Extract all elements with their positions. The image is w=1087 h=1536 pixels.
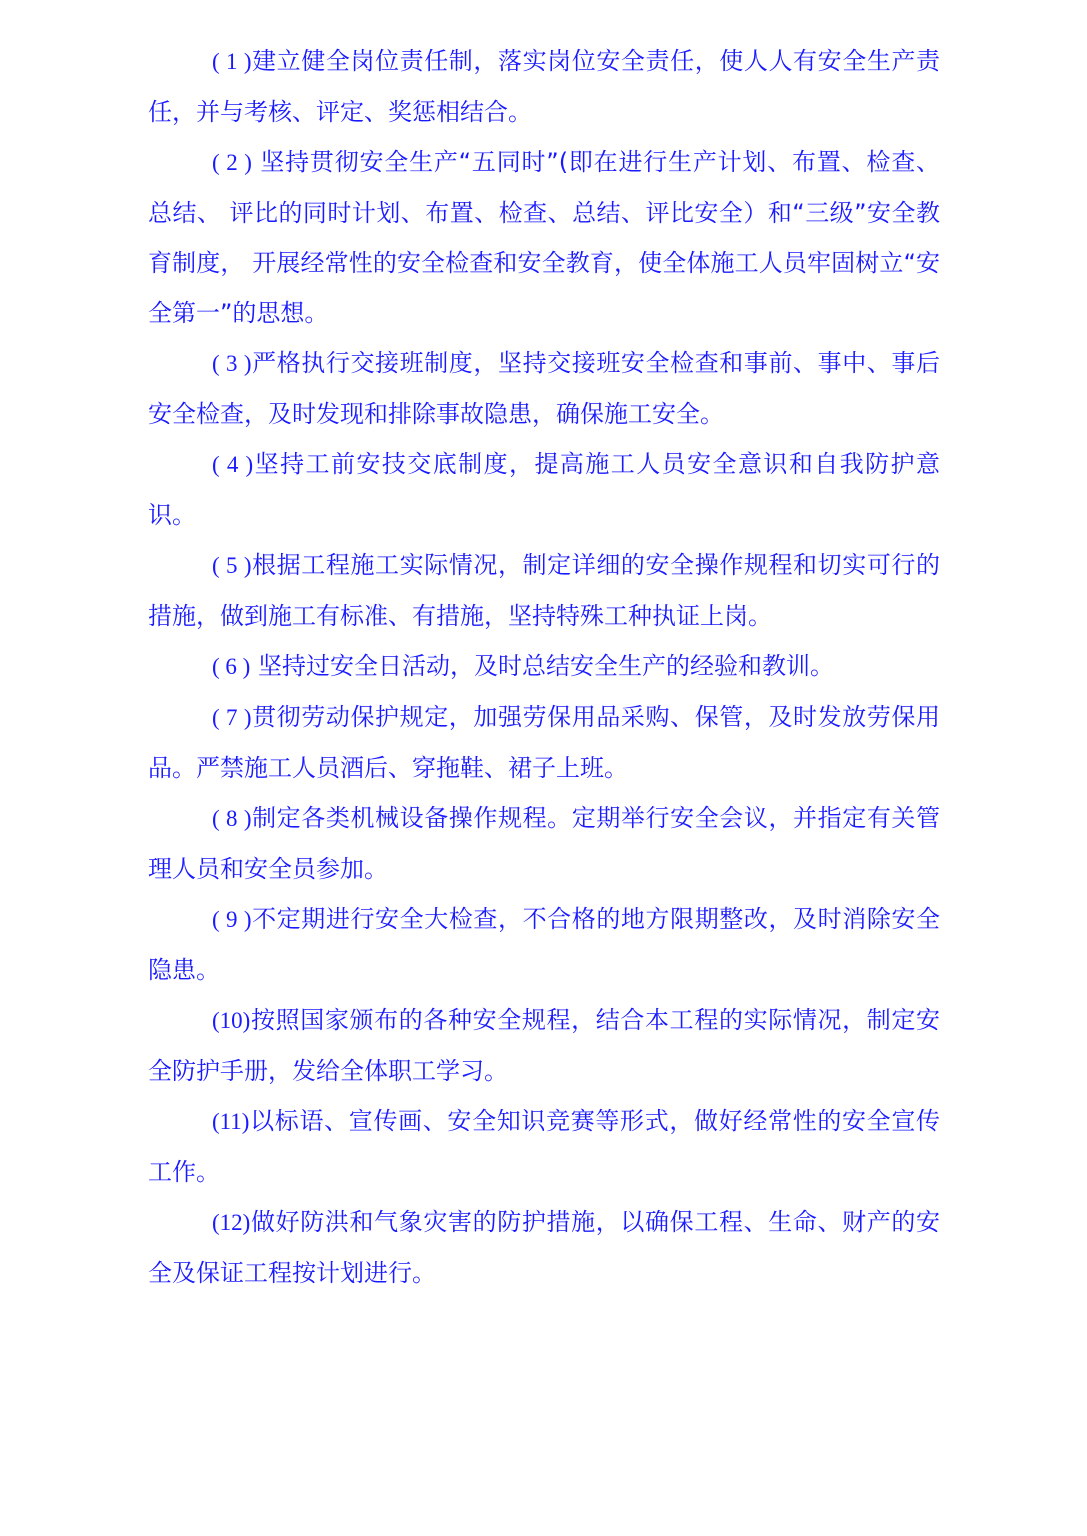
item-number: (11): [212, 1109, 250, 1134]
item-text: 根据工程施工实际情况，制定详细的安全操作规程和切实可行的措施，做到施工有标准、有措施，坚持特殊工种执证上岗。: [148, 551, 940, 630]
list-item-12: [148, 1197, 940, 1298]
item-number: ( 3 ): [212, 351, 252, 376]
item-text: 不定期进行安全大检查，不合格的地方限期整改，及时消除安全隐患。: [148, 905, 940, 984]
item-number: ( 4 ): [212, 452, 254, 477]
document-body: [148, 36, 940, 1298]
item-text: 坚持贯彻安全生产“五同时”(即在进行生产计划、布置、检查、总结、 评比的同时计划、布置、检查、总结、评比安全）和“三级”安全教育制度， 开展经常性的安全检查和安全教育，使全体施工人员牢固树立“安全第一”的思想。: [148, 148, 940, 327]
item-text: 按照国家颁布的各种安全规程，结合本工程的实际情况，制定安全防护手册，发给全体职工学习。: [148, 1006, 940, 1085]
item-number: ( 8 ): [212, 806, 252, 831]
item-number: (10): [212, 1008, 251, 1033]
list-item-10: [148, 995, 940, 1096]
list-item-1: [148, 36, 940, 137]
item-number: ( 2 ): [212, 150, 252, 175]
item-number: ( 5 ): [212, 553, 252, 578]
item-number: (12): [212, 1210, 251, 1235]
item-text: 贯彻劳动保护规定，加强劳保用品采购、保管，及时发放劳保用品。严禁施工人员酒后、穿拖鞋、裙子上班。: [148, 703, 940, 782]
item-text: 严格执行交接班制度，坚持交接班安全检查和事前、事中、事后安全检查，及时发现和排除事故隐患，确保施工安全。: [148, 349, 940, 428]
item-number: ( 7 ): [212, 705, 252, 730]
item-text: 坚持过安全日活动，及时总结安全生产的经验和教训。: [250, 652, 834, 680]
item-number: ( 9 ): [212, 907, 252, 932]
item-number: ( 1 ): [212, 49, 252, 74]
item-text: 坚持工前安技交底制度，提高施工人员安全意识和自我防护意识。: [148, 450, 940, 529]
list-item-2: [148, 137, 940, 338]
list-item-3: [148, 338, 940, 439]
list-item-5: [148, 540, 940, 641]
list-item-11: [148, 1096, 940, 1197]
list-item-7: [148, 692, 940, 793]
list-item-6: [148, 641, 940, 692]
item-number: ( 6 ): [212, 654, 251, 679]
item-text: 建立健全岗位责任制，落实岗位安全责任，使人人有安全生产责任，并与考核、评定、奖惩相结合。: [148, 47, 940, 126]
item-text: 做好防洪和气象灾害的防护措施，以确保工程、生命、财产的安全及保证工程按计划进行。: [148, 1208, 940, 1287]
item-text: 以标语、宣传画、安全知识竞赛等形式，做好经常性的安全宣传工作。: [148, 1107, 940, 1186]
item-text: 制定各类机械设备操作规程。定期举行安全会议，并指定有关管理人员和安全员参加。: [148, 804, 940, 883]
list-item-4: [148, 439, 940, 540]
list-item-9: [148, 894, 940, 995]
list-item-8: [148, 793, 940, 894]
